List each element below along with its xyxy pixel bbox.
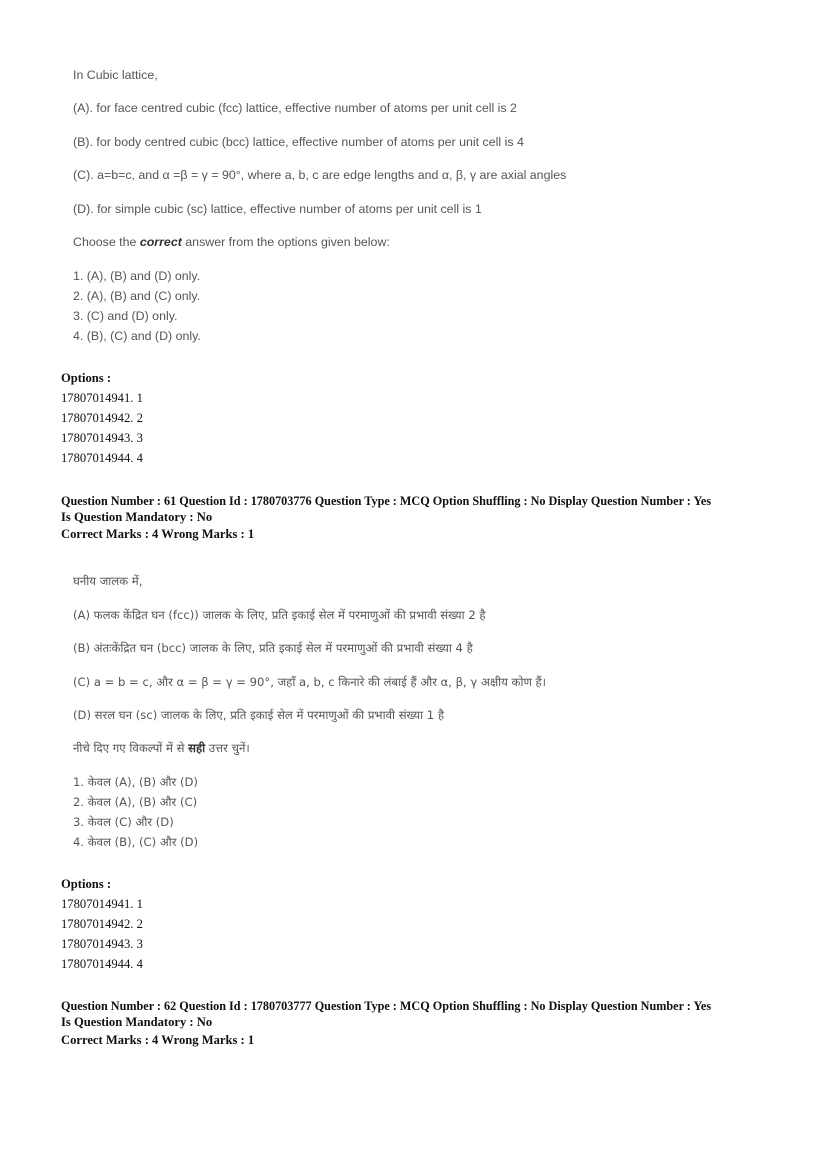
statement-a: (A). for face centred cubic (fcc) lattice, effective number of atoms per unit cell is 2 (73, 101, 517, 115)
choice-1: 1. केवल (A), (B) और (D) (73, 775, 198, 789)
option-item: 17807014944. 4 (61, 957, 143, 971)
choice-4: 4. केवल (B), (C) और (D) (73, 835, 199, 849)
option-item: 17807014943. 3 (61, 431, 143, 445)
statement-d: (D). for simple cubic (sc) lattice, effective number of atoms per unit cell is 1 (73, 202, 482, 216)
options-label: Options : (61, 877, 112, 891)
statement-b: (B) अंतःकेंद्रित घन (bcc) जालक के लिए, प्रति इकाई सेल में परमाणुओं की प्रभावी संख्या 4 है (73, 641, 473, 655)
option-item: 17807014942. 2 (61, 917, 143, 931)
option-item: 17807014941. 1 (61, 897, 143, 911)
choice-3: 3. केवल (C) और (D) (73, 815, 174, 829)
statement-a: (A) फलक केंद्रित घन (fcc)) जालक के लिए, प्रति इकाई सेल में परमाणुओं की प्रभावी संख्या 2 है (73, 608, 486, 622)
marks-line: Correct Marks : 4 Wrong Marks : 1 (61, 1033, 255, 1047)
choice-2: 2. केवल (A), (B) और (C) (73, 795, 198, 809)
choice-4: 4. (B), (C) and (D) only. (73, 329, 201, 343)
option-item: 17807014943. 3 (61, 937, 143, 951)
choose-instruction: Choose the correct answer from the options given below: (73, 235, 390, 249)
options-label: Options : (61, 371, 112, 385)
marks-line: Correct Marks : 4 Wrong Marks : 1 (61, 527, 255, 541)
question-intro: In Cubic lattice, (73, 68, 158, 82)
question-meta-line: Question Number : 62 Question Id : 1780703777 Question Type : MCQ Option Shuffling : No Display Question Number : Yes (61, 999, 712, 1013)
choice-2: 2. (A), (B) and (C) only. (73, 289, 201, 303)
choice-3: 3. (C) and (D) only. (73, 309, 178, 323)
choose-instruction: नीचे दिए गए विकल्पों में से सही उत्तर चुनें। (73, 741, 250, 755)
question-mandatory: Is Question Mandatory : No (61, 1015, 213, 1029)
option-item: 17807014941. 1 (61, 391, 143, 405)
statement-b: (B). for body centred cubic (bcc) lattice, effective number of atoms per unit cell is 4 (73, 135, 524, 149)
option-item: 17807014942. 2 (61, 411, 143, 425)
statement-c: (C) a = b = c, और α = β = γ = 90°, जहाँ a, b, c किनारे की लंबाई हैं और α, β, γ अक्षीय कोण हैं। (73, 675, 547, 689)
choice-1: 1. (A), (B) and (D) only. (73, 269, 201, 283)
question-intro: घनीय जालक में, (73, 574, 143, 588)
statement-d: (D) सरल घन (sc) जालक के लिए, प्रति इकाई सेल में परमाणुओं की प्रभावी संख्या 1 है (73, 708, 444, 722)
question-mandatory: Is Question Mandatory : No (61, 510, 213, 524)
option-item: 17807014944. 4 (61, 451, 143, 465)
question-meta-line: Question Number : 61 Question Id : 1780703776 Question Type : MCQ Option Shuffling : No Display Question Number : Yes (61, 494, 712, 508)
statement-c: (C). a=b=c, and α =β = γ = 90°, where a, b, c are edge lengths and α, β, γ are axial angles (73, 168, 567, 182)
question-61-image (73, 0, 633, 870)
